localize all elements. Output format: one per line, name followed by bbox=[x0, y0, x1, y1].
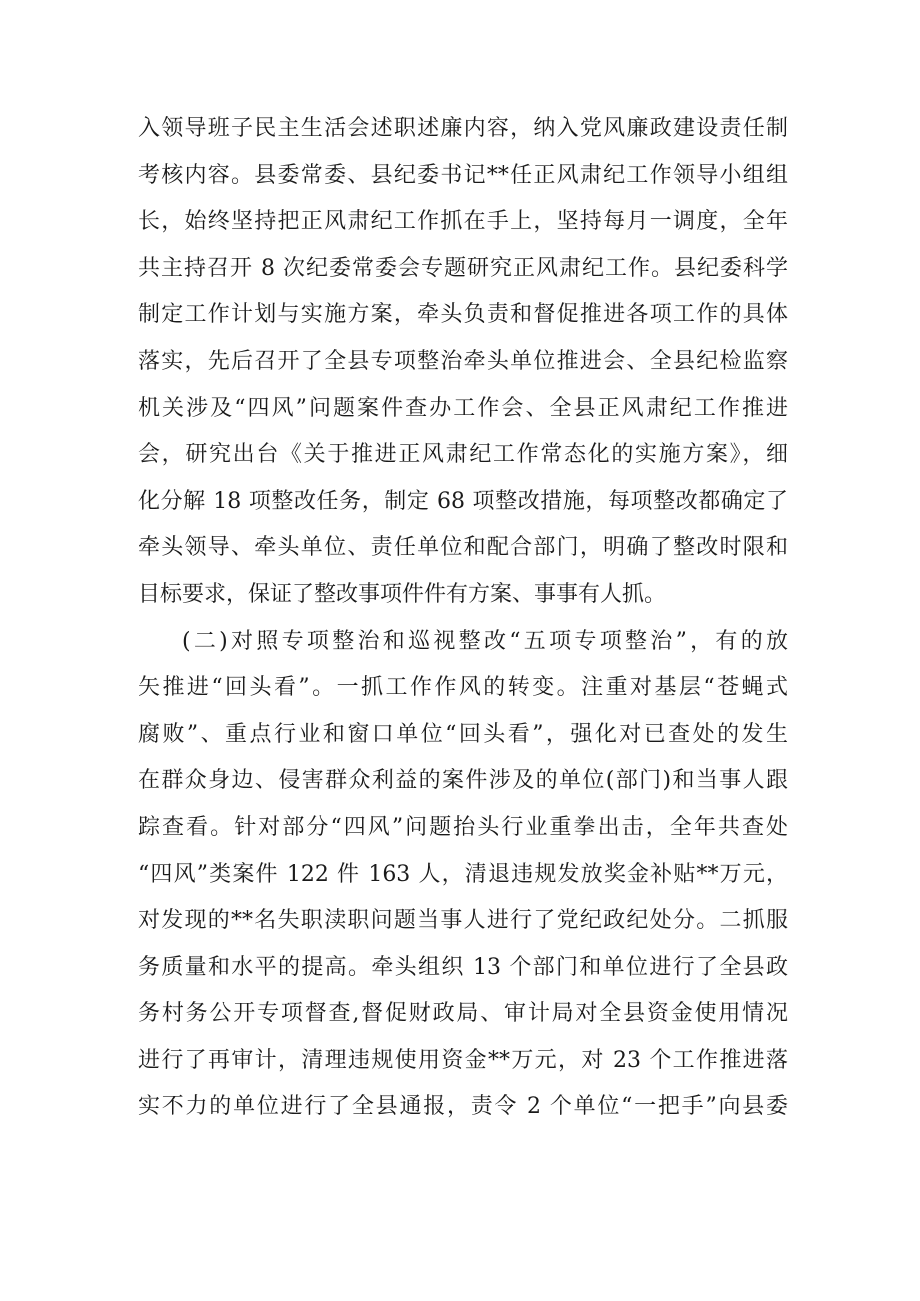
text-line: 实不力的单位进行了全县通报，责令 2 个单位“一把手”向县委 bbox=[138, 1094, 788, 1120]
paragraph-1 bbox=[138, 106, 788, 619]
text-line: 考核内容。县委常委、县纪委书记**任正风肃纪工作领导小组组 bbox=[138, 162, 788, 188]
text-line: 务村务公开专项督查,督促财政局、审计局对全县资金使用情况 bbox=[138, 1001, 788, 1027]
text-line: 牵头领导、牵头单位、责任单位和配合部门，明确了整改时限和 bbox=[138, 535, 788, 561]
text-line: 共主持召开 8 次纪委常委会专题研究正风肃纪工作。县纪委科学 bbox=[138, 255, 788, 281]
text-line: 落实，先后召开了全县专项整治牵头单位推进会、全县纪检监察 bbox=[138, 348, 788, 374]
section-heading-line: (二)对照专项整治和巡视整改“五项专项整治”，有的放 bbox=[182, 628, 788, 654]
text-line: 化分解 18 项整改任务，制定 68 项整改措施，每项整改都确定了 bbox=[138, 488, 788, 514]
text-line: 对发现的**名失职渎职问题当事人进行了党纪政纪处分。二抓服 bbox=[138, 908, 788, 934]
text-line: 务质量和水平的提高。牵头组织 13 个部门和单位进行了全县政 bbox=[138, 954, 788, 980]
text-line: 目标要求，保证了整改事项件件有方案、事事有人抓。 bbox=[138, 581, 667, 607]
text-line: 矢推进“回头看”。一抓工作作风的转变。注重对基层“苍蝇式 bbox=[138, 675, 788, 701]
text-line: 机关涉及“四风”问题案件查办工作会、全县正风肃纪工作推进 bbox=[138, 395, 788, 421]
text-line: 踪查看。针对部分“四风”问题抬头行业重拳出击，全年共查处 bbox=[138, 814, 788, 840]
text-line: 制定工作计划与实施方案，牵头负责和督促推进各项工作的具体 bbox=[138, 302, 788, 328]
text-line: 入领导班子民主生活会述职述廉内容，纳入党风廉政建设责任制 bbox=[138, 116, 788, 141]
text-line: 进行了再审计，清理违规使用资金**万元，对 23 个工作推进落 bbox=[138, 1047, 788, 1073]
paragraph-2 bbox=[138, 619, 788, 1132]
text-line: 腐败”、重点行业和窗口单位“回头看”，强化对已查处的发生 bbox=[138, 721, 788, 747]
text-line: 在群众身边、侵害群众利益的案件涉及的单位(部门)和当事人跟 bbox=[138, 768, 788, 794]
text-line: 会，研究出台《关于推进正风肃纪工作常态化的实施方案》，细 bbox=[138, 442, 788, 468]
text-line: 长，始终坚持把正风肃纪工作抓在手上，坚持每月一调度，全年 bbox=[138, 209, 788, 235]
text-line: “四风”类案件 122 件 163 人，清退违规发放奖金补贴**万元， bbox=[138, 861, 788, 887]
document-body bbox=[138, 106, 788, 1131]
